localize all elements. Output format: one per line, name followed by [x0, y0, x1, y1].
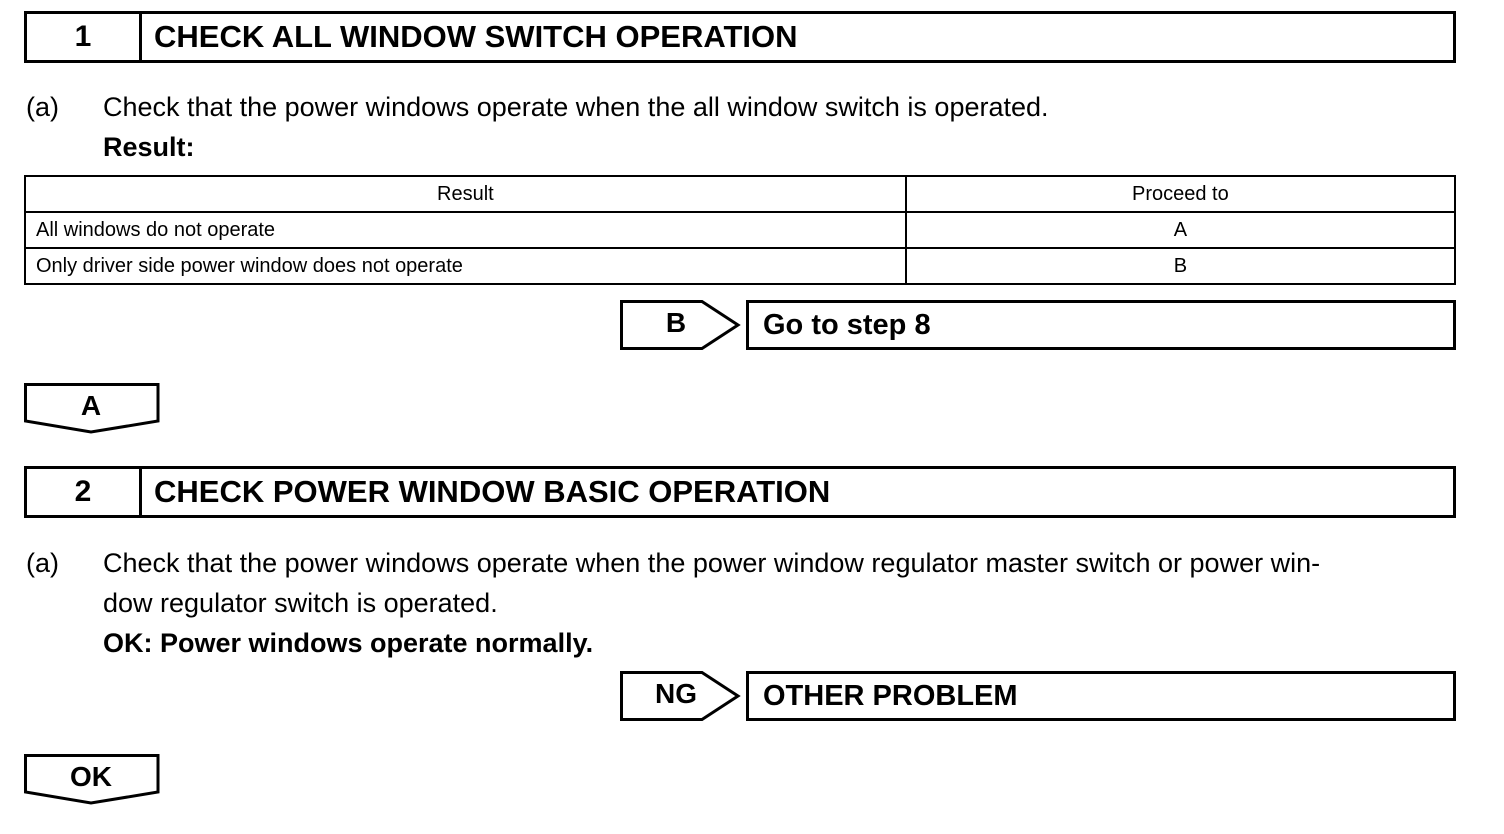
step-2-instruction-line1: Check that the power windows operate when the power window regulator master switch or power win- [103, 548, 1321, 578]
step-2-next-label: OK [70, 761, 112, 792]
step-2-instruction-line2: dow regulator switch is operated. [103, 588, 498, 618]
step-1-branch-target[interactable]: Go to step 8 [746, 300, 1456, 350]
step-1-title: CHECK ALL WINDOW SWITCH OPERATION [154, 19, 798, 54]
step-1-next-label: A [80, 390, 102, 421]
step-1-item-marker: (a) [26, 92, 59, 122]
result-column-header: Result [25, 176, 906, 212]
step-2-item-marker: (a) [26, 548, 59, 578]
result-cell: Only driver side power window does not operate [25, 248, 906, 284]
step-2-branch-label: NG [655, 678, 697, 709]
step-1-result-table [24, 175, 1456, 285]
table-row [25, 212, 1455, 248]
proceed-cell: B [906, 248, 1455, 284]
step-1-branch-label: B [665, 307, 687, 338]
step-2-branch-target[interactable]: OTHER PROBLEM [746, 671, 1456, 721]
step-1-result-heading: Result: [103, 132, 195, 162]
step-2-number: 2 [27, 469, 142, 515]
table-row [25, 248, 1455, 284]
step-1-header [24, 11, 1456, 63]
step-2-header [24, 466, 1456, 518]
result-cell: All windows do not operate [25, 212, 906, 248]
step-1-instruction: Check that the power windows operate when the all window switch is operated. [103, 92, 1049, 122]
table-header-row [25, 176, 1455, 212]
step-2-title: CHECK POWER WINDOW BASIC OPERATION [154, 474, 831, 509]
step-1-number: 1 [27, 14, 142, 60]
proceed-cell: A [906, 212, 1455, 248]
step-2-ok-text: OK: Power windows operate normally. [103, 628, 594, 658]
proceed-column-header: Proceed to [906, 176, 1455, 212]
